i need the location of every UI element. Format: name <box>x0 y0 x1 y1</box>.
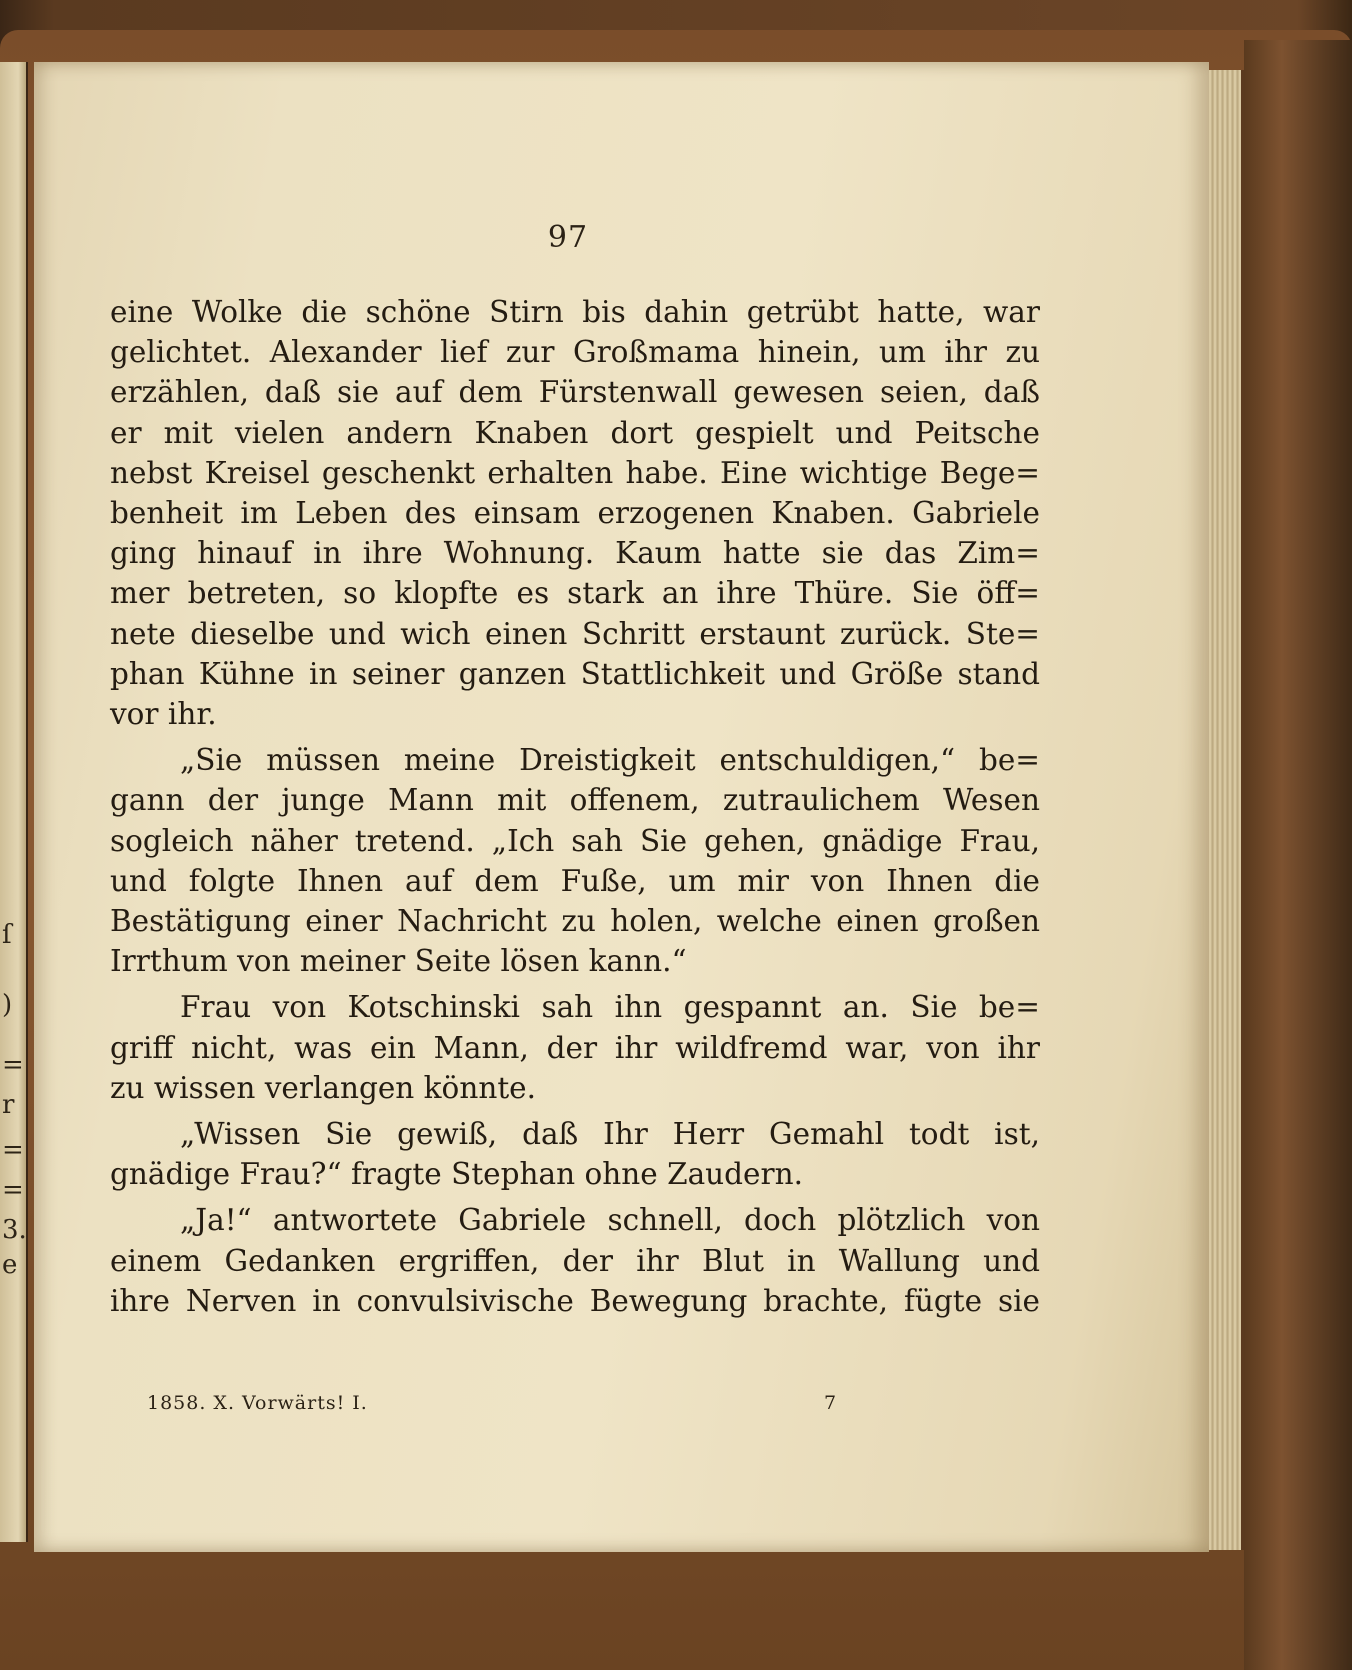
sheet-number: 7 <box>824 1392 837 1414</box>
body-text <box>110 292 1040 1321</box>
facing-page-edge <box>0 62 28 1542</box>
text-line: gelichtet. Alexander lief zur Großmama hinein, um ihr zu <box>110 335 1040 370</box>
facing-page-glyph: = <box>2 1135 24 1165</box>
text-line: erzählen, daß sie auf dem Fürstenwall gewesen seien, daß <box>110 375 1040 410</box>
text-line: „Sie müssen meine Dreistigkeit entschuldigen,“ be= <box>180 743 1040 778</box>
text-line: zu wissen verlangen könnte. <box>110 1070 537 1105</box>
book-cover-edge <box>1244 40 1352 1670</box>
page-number: 97 <box>547 220 589 255</box>
facing-page-glyph: e <box>2 1250 18 1280</box>
text-line: gnädige Frau?“ fragte Stephan ohne Zaudern. <box>110 1157 803 1192</box>
text-line: gann der junge Mann mit offenem, zutraulichem Wesen <box>110 783 1040 818</box>
text-line: phan Kühne in seiner ganzen Stattlichkeit und Größe stand <box>110 656 1040 691</box>
text-line: benheit im Leben des einsam erzogenen Knaben. Gabriele <box>110 496 1040 531</box>
text-line: Frau von Kotschinski sah ihn gespannt an. Sie be= <box>180 990 1040 1025</box>
text-line: ging hinauf in ihre Wohnung. Kaum hatte sie das Zim= <box>110 536 1040 571</box>
text-line: Irrthum von meiner Seite lösen kann.“ <box>110 944 687 979</box>
text-line: er mit vielen andern Knaben dort gespielt und Peitsche <box>110 415 1040 450</box>
text-line: nete dieselbe und wich einen Schritt erstaunt zurück. Ste= <box>110 616 1040 651</box>
text-line: griff nicht, was ein Mann, der ihr wildfremd war, von ihr <box>110 1030 1040 1065</box>
text-line: „Ja!“ antwortete Gabriele schnell, doch plötzlich von <box>180 1203 1040 1238</box>
text-line: Bestätigung einer Nachricht zu holen, welche einen großen <box>110 904 1040 939</box>
facing-page-glyph: = <box>2 1175 24 1205</box>
text-line: und folgte Ihnen auf dem Fuße, um mir von Ihnen die <box>110 863 1040 898</box>
text-line: eine Wolke die schöne Stirn bis dahin getrübt hatte, war <box>110 295 1040 329</box>
page-block-edges <box>1209 70 1244 1550</box>
text-line: nebst Kreisel geschenkt erhalten habe. Eine wichtige Bege= <box>110 455 1040 490</box>
book-page <box>34 62 1209 1552</box>
text-line: ihre Nerven in convulsivische Bewegung brachte, fügte sie <box>110 1283 1040 1318</box>
text-line: „Wissen Sie gewiß, daß Ihr Herr Gemahl todt ist, <box>180 1117 1040 1152</box>
signature-mark: 1858. X. Vorwärts! I. <box>147 1392 368 1414</box>
text-line: vor ihr. <box>110 697 217 732</box>
text-line: einem Gedanken ergriffen, der ihr Blut in Wallung und <box>110 1243 1040 1278</box>
facing-page-glyph: ) <box>2 990 13 1020</box>
text-line: sogleich näher tretend. „Ich sah Sie gehen, gnädige Frau, <box>110 823 1040 858</box>
text-line: mer betreten, so klopfte es stark an ihre Thüre. Sie öff= <box>110 576 1040 611</box>
facing-page-glyph: 3. <box>2 1215 27 1245</box>
facing-page-glyph: ſ <box>2 920 12 950</box>
facing-page-glyph: r <box>2 1090 15 1120</box>
facing-page-glyph: = <box>2 1050 24 1080</box>
